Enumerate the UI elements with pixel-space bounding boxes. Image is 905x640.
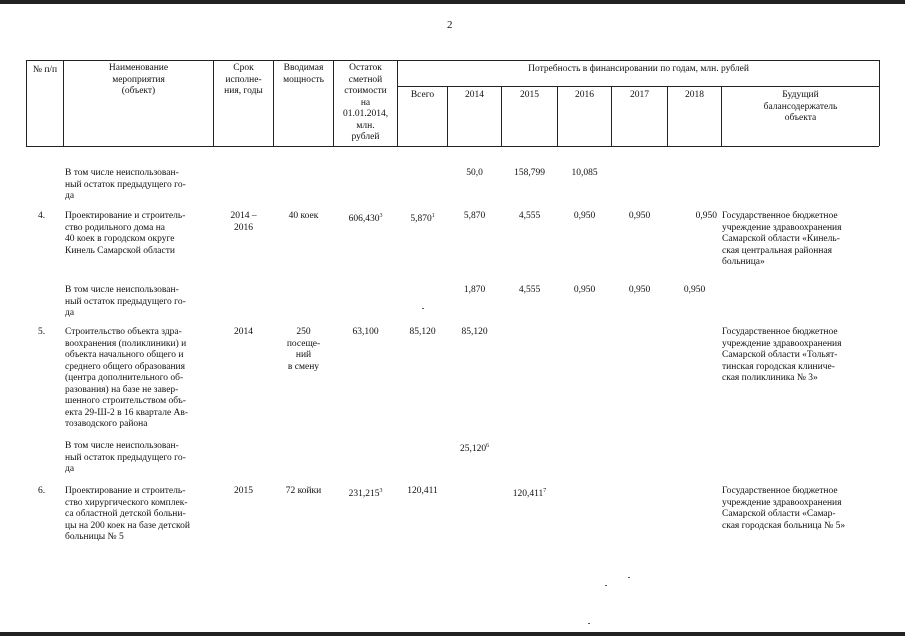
table-row-label: В том числе неиспользован- ный остаток предыдущего го- да <box>65 441 186 474</box>
cell-2017: 0,950 <box>628 211 651 221</box>
header-term: Срок исполне- ния, годы <box>224 63 263 96</box>
row-term: 2014 <box>234 327 253 337</box>
row-capacity: 40 коек <box>288 211 319 221</box>
cell-2015: 158,799 <box>514 168 545 178</box>
row-capacity: 250 посеще- ний в смену <box>286 327 321 372</box>
header-bottom-line <box>26 146 879 147</box>
header-2016: 2016 <box>575 90 594 100</box>
cell-2015: 120,411$^7$ <box>512 488 547 500</box>
page-number: 2 <box>447 19 453 31</box>
row-total: 5,870$^1$ <box>410 213 435 225</box>
header-name: Наименование мероприятия (объект) <box>108 63 169 96</box>
scan-speck <box>628 577 630 578</box>
top-border <box>0 0 905 4</box>
row-name: Проектирование и строитель- ство родильного дома на 40 коек в городском округе Кинель Самарской области <box>65 211 186 256</box>
header-total: Всего <box>410 90 435 100</box>
row-total: 85,120 <box>409 327 436 337</box>
row-number: 6. <box>38 486 46 496</box>
header-2017: 2017 <box>630 90 649 100</box>
row-holder: Государственное бюджетное учреждение здравоохранения Самарской области «Кинель- ская центральная районная больница» <box>722 211 842 267</box>
cell-2014: 1,870 <box>463 285 486 295</box>
row-remainder: 63,100 <box>352 327 379 337</box>
row-remainder: 231,215$^3$ <box>348 488 383 500</box>
header-num: № п/п <box>32 65 58 75</box>
cell-2016: 10,085 <box>571 168 598 178</box>
row-number: 4. <box>38 211 46 221</box>
row-total: 120,411 <box>407 486 438 496</box>
scan-speck <box>605 585 607 586</box>
scan-speck <box>422 308 424 309</box>
header-2015: 2015 <box>520 90 539 100</box>
cell-2017: 0,950 <box>628 285 651 295</box>
row-term: 2014 – 2016 <box>230 211 257 233</box>
cell-2014: 85,120 <box>461 327 488 337</box>
bottom-border <box>0 632 905 636</box>
cell-2015: 4,555 <box>518 285 541 295</box>
header-holder: Будущий балансодержатель объекта <box>763 90 838 123</box>
cell-2016: 0,950 <box>573 211 596 221</box>
row-name: Строительство объекта здра- воохранения (поликлиники) и объекта начального общего и среднего общего образования (центра дополнительного об- разования) на базе не завер- шенного строительством объ- екта 29-Ш-2 в 16 квартале Ав- тозаводского района <box>65 327 189 429</box>
table-top-line <box>26 60 879 61</box>
cell-2018: 0,950 <box>695 211 717 221</box>
row-capacity: 72 койки <box>285 486 322 496</box>
header-need: Потребность в финансировании по годам, млн. рублей <box>528 64 749 74</box>
scan-speck <box>588 623 590 624</box>
header-2014: 2014 <box>465 90 484 100</box>
cell-2014: 5,870 <box>463 211 486 221</box>
row-number: 5. <box>38 327 46 337</box>
row-holder: Государственное бюджетное учреждение здравоохранения Самарской области «Самар- ская городская больница № 5» <box>722 486 846 531</box>
table-row-label: В том числе неиспользован- ный остаток предыдущего го- да <box>65 285 186 318</box>
header-2018: 2018 <box>685 90 704 100</box>
header-remainder: Остаток сметной стоимости на 01.01.2014, млн. рублей <box>342 63 389 142</box>
row-holder: Государственное бюджетное учреждение здравоохранения Самарской области «Тольят- тинская городская клиниче- ская поликлиника № 3» <box>722 327 842 383</box>
cell-2016: 0,950 <box>573 285 596 295</box>
table-row-label: В том числе неиспользован- ный остаток предыдущего го- да <box>65 168 186 201</box>
header-sub-line <box>397 86 879 87</box>
cell-2018: 0,950 <box>683 285 706 295</box>
row-remainder: 606,430$^3$ <box>348 213 383 225</box>
row-term: 2015 <box>234 486 253 496</box>
header-capacity: Вводимая мощность <box>283 63 324 85</box>
cell-2014: 50,0 <box>466 168 483 178</box>
cell-2014: 25,120$^6$ <box>459 443 490 455</box>
row-name: Проектирование и строитель- ство хирургического комплек- са областной детской больни- цы на 200 коек на базе детской больницы № 5 <box>65 486 190 542</box>
cell-2015: 4,555 <box>518 211 541 221</box>
